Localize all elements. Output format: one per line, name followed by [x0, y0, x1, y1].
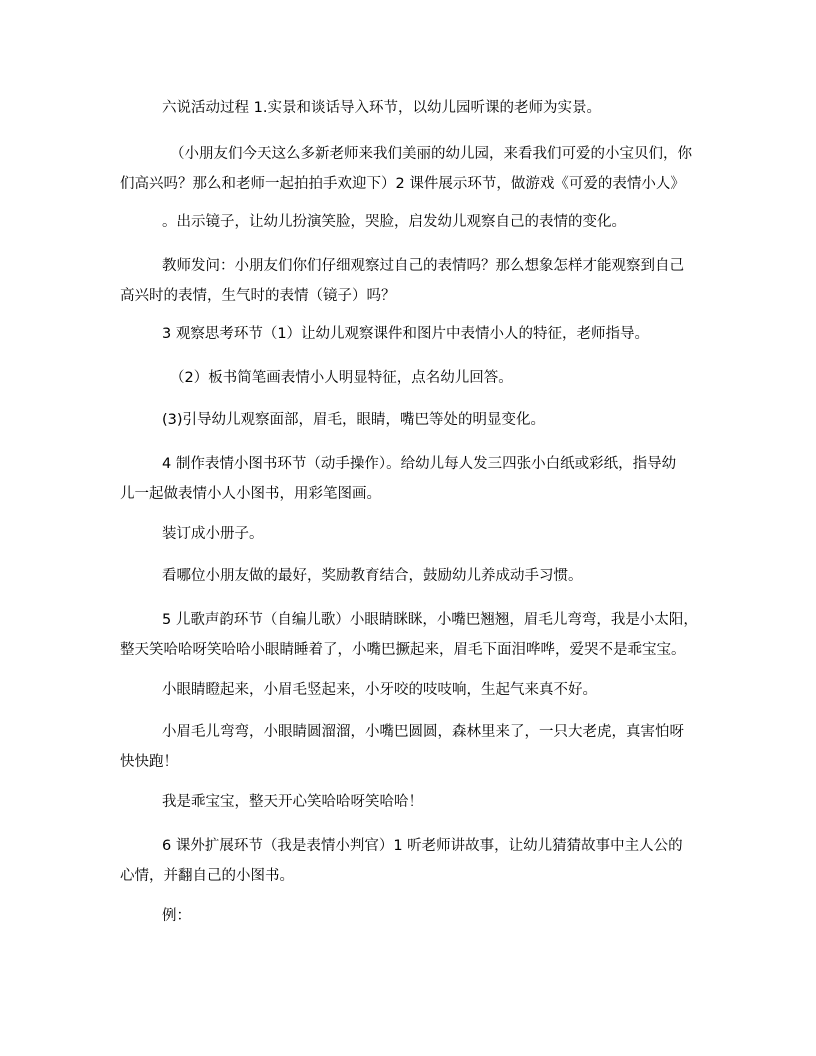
text-line: 们高兴吗？那么和老师一起拍拍手欢迎下）2 课件展示环节，做游戏《可爱的表情小人》 — [120, 176, 685, 192]
text-line: 我是乖宝宝，整天开心笑哈哈呀笑哈哈！ — [162, 794, 423, 810]
paragraph-16 — [120, 904, 700, 928]
text-line: (3)引导幼儿观察面部，眉毛，眼睛，嘴巴等处的明显变化。 — [162, 412, 546, 428]
text-line: 4 制作表情小图书环节（动手操作）。给幼儿每人发三四张小白纸或彩纸，指导幼 — [162, 456, 677, 472]
text-line: 心情，并翻自己的小图书。 — [120, 868, 294, 884]
text-line: 5 儿歌声韵环节（自编儿歌）小眼睛眯眯，小嘴巴翘翘，眉毛儿弯弯，我是小太阳， — [162, 612, 698, 628]
paragraph-7 — [120, 408, 700, 432]
paragraph-13 — [120, 720, 700, 774]
paragraph-6 — [120, 366, 700, 390]
text-line: 看哪位小朋友做的最好，奖励教育结合，鼓励幼儿养成动手习惯。 — [162, 568, 583, 584]
paragraph-3 — [120, 210, 700, 234]
text-line: 快快跑！ — [120, 754, 178, 770]
text-line: 小眼睛瞪起来，小眉毛竖起来，小牙咬的吱吱响，生起气来真不好。 — [162, 682, 597, 698]
text-line: 整天笑哈哈呀笑哈哈小眼睛睡着了，小嘴巴撅起来，眉毛下面泪哗哗，爱哭不是乖宝宝。 — [120, 642, 686, 658]
text-line: 教师发问：小朋友们你们仔细观察过自己的表情吗？那么想象怎样才能观察到自己 — [162, 258, 684, 274]
text-line: （2）板书简笔画表情小人明显特征，点名幼儿回答。 — [170, 370, 513, 386]
text-line: （小朋友们今天这么多新老师来我们美丽的幼儿园，来看我们可爱的小宝贝们，你 — [170, 146, 692, 162]
paragraph-15 — [120, 834, 700, 888]
text-line: 儿一起做表情小人小图书，用彩笔图画。 — [120, 486, 381, 502]
text-line: 小眉毛儿弯弯，小眼睛圆溜溜，小嘴巴圆圆，森林里来了，一只大老虎，真害怕呀 — [162, 724, 684, 740]
paragraph-11 — [120, 608, 700, 662]
text-line: 例： — [162, 908, 191, 924]
paragraph-4 — [120, 254, 700, 308]
text-line: 。出示镜子，让幼儿扮演笑脸，哭脸，启发幼儿观察自己的表情的变化。 — [162, 214, 626, 230]
paragraph-14 — [120, 790, 700, 814]
paragraph-1 — [120, 96, 700, 120]
text-line: 装订成小册子。 — [162, 526, 264, 542]
paragraph-12 — [120, 678, 700, 702]
paragraph-5 — [120, 322, 700, 346]
text-line: 6 课外扩展环节（我是表情小判官）1 听老师讲故事，让幼儿猜猜故事中主人公的 — [162, 838, 683, 854]
text-line: 3 观察思考环节（1）让幼儿观察课件和图片中表情小人的特征，老师指导。 — [162, 326, 650, 342]
paragraph-10 — [120, 564, 700, 588]
text-line: 高兴时的表情，生气时的表情（镜子）吗？ — [120, 288, 396, 304]
paragraph-9 — [120, 522, 700, 546]
paragraph-2 — [120, 142, 700, 196]
paragraph-8 — [120, 452, 700, 506]
text-line: 六说活动过程 1.实景和谈话导入环节，以幼儿园听课的老师为实景。 — [162, 100, 601, 116]
